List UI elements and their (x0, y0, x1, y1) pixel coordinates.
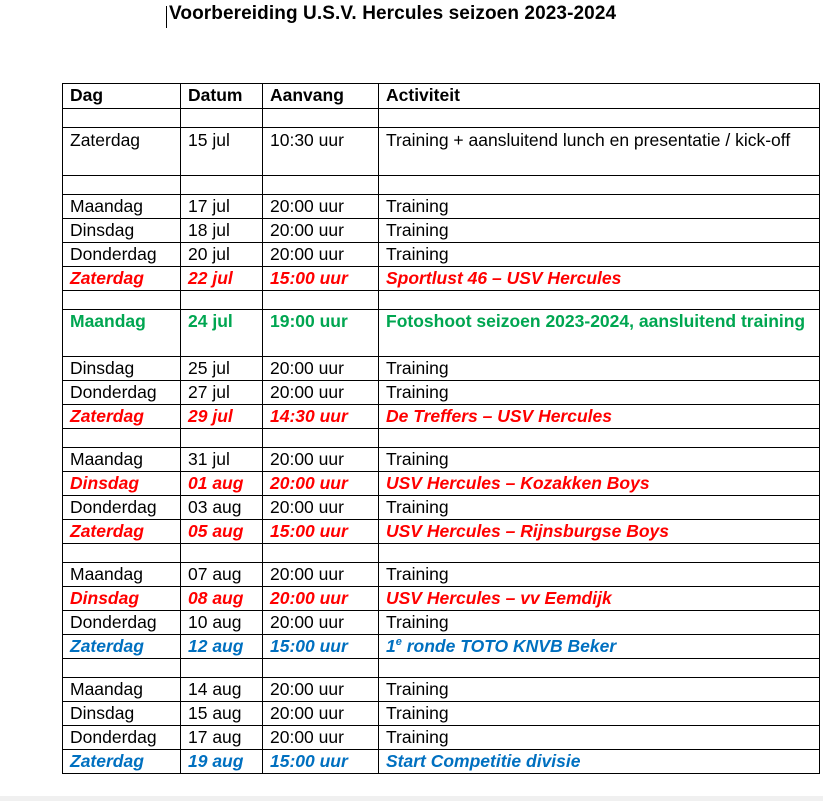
empty-cell (263, 176, 379, 195)
datum-cell: 08 aug (181, 587, 263, 611)
aanvang-cell: 20:00 uur (263, 563, 379, 587)
empty-cell (63, 176, 181, 195)
aanvang-cell: 20:00 uur (263, 702, 379, 726)
empty-cell (263, 659, 379, 678)
header-dag: Dag (63, 84, 181, 109)
dag-cell: Maandag (63, 448, 181, 472)
datum-cell: 22 jul (181, 267, 263, 291)
empty-cell (263, 291, 379, 310)
spacer-row (63, 109, 820, 128)
schedule-row (63, 448, 820, 472)
dag-cell: Dinsdag (63, 472, 181, 496)
activiteit-cell: Training (379, 448, 820, 472)
spacer-row (63, 429, 820, 448)
activiteit-cell: USV Hercules – Kozakken Boys (379, 472, 820, 496)
datum-cell: 27 jul (181, 381, 263, 405)
empty-cell (263, 544, 379, 563)
empty-cell (263, 429, 379, 448)
header-activiteit: Activiteit (379, 84, 820, 109)
dag-cell: Maandag (63, 678, 181, 702)
dag-cell: Zaterdag (63, 405, 181, 429)
empty-cell (63, 544, 181, 563)
window-bottom-edge (0, 796, 823, 801)
dag-cell: Zaterdag (63, 128, 181, 176)
aanvang-cell: 20:00 uur (263, 472, 379, 496)
aanvang-cell: 15:00 uur (263, 635, 379, 659)
aanvang-cell: 15:00 uur (263, 520, 379, 544)
schedule-row (63, 128, 820, 176)
aanvang-cell: 20:00 uur (263, 195, 379, 219)
aanvang-cell: 14:30 uur (263, 405, 379, 429)
schedule-row (63, 219, 820, 243)
schedule-row (63, 243, 820, 267)
datum-cell: 14 aug (181, 678, 263, 702)
aanvang-cell: 20:00 uur (263, 678, 379, 702)
activiteit-cell: USV Hercules – Rijnsburgse Boys (379, 520, 820, 544)
activiteit-cell: Training (379, 219, 820, 243)
schedule-row (63, 750, 820, 774)
schedule-row (63, 472, 820, 496)
empty-cell (63, 659, 181, 678)
schedule-row (63, 357, 820, 381)
dag-cell: Zaterdag (63, 635, 181, 659)
activiteit-cell: De Treffers – USV Hercules (379, 405, 820, 429)
datum-cell: 20 jul (181, 243, 263, 267)
activiteit-cell: Fotoshoot seizoen 2023-2024, aansluitend training (379, 310, 820, 357)
aanvang-cell: 20:00 uur (263, 726, 379, 750)
dag-cell: Dinsdag (63, 357, 181, 381)
spacer-row (63, 659, 820, 678)
datum-cell: 17 jul (181, 195, 263, 219)
dag-cell: Maandag (63, 563, 181, 587)
dag-cell: Dinsdag (63, 219, 181, 243)
activiteit-text: ronde TOTO KNVB Beker (401, 636, 617, 656)
header-datum: Datum (181, 84, 263, 109)
datum-cell: 07 aug (181, 563, 263, 587)
schedule-row (63, 381, 820, 405)
dag-cell: Donderdag (63, 243, 181, 267)
empty-cell (181, 544, 263, 563)
activiteit-cell: Training (379, 678, 820, 702)
schedule-row (63, 195, 820, 219)
datum-cell: 18 jul (181, 219, 263, 243)
ordinal-number: 1 (386, 636, 396, 656)
dag-cell: Donderdag (63, 381, 181, 405)
empty-cell (379, 544, 820, 563)
datum-cell: 15 aug (181, 702, 263, 726)
spacer-row (63, 544, 820, 563)
activiteit-cell: Training (379, 563, 820, 587)
schedule-table (62, 83, 820, 774)
aanvang-cell: 20:00 uur (263, 381, 379, 405)
schedule-row (63, 587, 820, 611)
datum-cell: 10 aug (181, 611, 263, 635)
header-row (63, 84, 820, 109)
datum-cell: 24 jul (181, 310, 263, 357)
activiteit-cell: USV Hercules – vv Eemdijk (379, 587, 820, 611)
dag-cell: Donderdag (63, 726, 181, 750)
datum-cell: 15 jul (181, 128, 263, 176)
schedule-row (63, 520, 820, 544)
text-cursor (166, 6, 167, 28)
datum-cell: 01 aug (181, 472, 263, 496)
activiteit-cell: Training (379, 726, 820, 750)
schedule-row (63, 405, 820, 429)
dag-cell: Zaterdag (63, 267, 181, 291)
dag-cell: Maandag (63, 195, 181, 219)
datum-cell: 31 jul (181, 448, 263, 472)
aanvang-cell: 15:00 uur (263, 267, 379, 291)
empty-cell (63, 109, 181, 128)
aanvang-cell: 20:00 uur (263, 243, 379, 267)
schedule-row (63, 563, 820, 587)
dag-cell: Donderdag (63, 611, 181, 635)
schedule-row (63, 611, 820, 635)
aanvang-cell: 19:00 uur (263, 310, 379, 357)
datum-cell: 05 aug (181, 520, 263, 544)
dag-cell: Zaterdag (63, 520, 181, 544)
activiteit-cell: Sportlust 46 – USV Hercules (379, 267, 820, 291)
activiteit-cell: Training (379, 496, 820, 520)
empty-cell (379, 659, 820, 678)
datum-cell: 29 jul (181, 405, 263, 429)
aanvang-cell: 20:00 uur (263, 219, 379, 243)
empty-cell (379, 109, 820, 128)
dag-cell: Maandag (63, 310, 181, 357)
dag-cell: Dinsdag (63, 587, 181, 611)
schedule-row (63, 635, 820, 659)
spacer-row (63, 176, 820, 195)
schedule-row (63, 702, 820, 726)
schedule-row (63, 496, 820, 520)
empty-cell (379, 429, 820, 448)
activiteit-cell: Training (379, 611, 820, 635)
datum-cell: 03 aug (181, 496, 263, 520)
activiteit-cell: Start Competitie divisie (379, 750, 820, 774)
empty-cell (181, 429, 263, 448)
activiteit-cell: Training (379, 195, 820, 219)
schedule-row (63, 267, 820, 291)
activiteit-cell: Training + aansluitend lunch en presentatie / kick-off (379, 128, 820, 176)
dag-cell: Dinsdag (63, 702, 181, 726)
schedule-row (63, 310, 820, 357)
empty-cell (379, 176, 820, 195)
activiteit-cell: Training (379, 702, 820, 726)
schedule-row (63, 678, 820, 702)
datum-cell: 25 jul (181, 357, 263, 381)
empty-cell (63, 429, 181, 448)
activiteit-cell: Training (379, 381, 820, 405)
empty-cell (263, 109, 379, 128)
datum-cell: 12 aug (181, 635, 263, 659)
activiteit-cell: Training (379, 243, 820, 267)
datum-cell: 17 aug (181, 726, 263, 750)
dag-cell: Donderdag (63, 496, 181, 520)
empty-cell (181, 659, 263, 678)
empty-cell (181, 109, 263, 128)
document-title: Voorbereiding U.S.V. Hercules seizoen 2023-2024 (169, 3, 617, 24)
schedule-row (63, 726, 820, 750)
spacer-row (63, 291, 820, 310)
aanvang-cell: 20:00 uur (263, 357, 379, 381)
empty-cell (379, 291, 820, 310)
aanvang-cell: 20:00 uur (263, 587, 379, 611)
aanvang-cell: 20:00 uur (263, 448, 379, 472)
activiteit-cell (379, 635, 820, 659)
aanvang-cell: 10:30 uur (263, 128, 379, 176)
header-aanvang: Aanvang (263, 84, 379, 109)
datum-cell: 19 aug (181, 750, 263, 774)
empty-cell (63, 291, 181, 310)
empty-cell (181, 291, 263, 310)
ordinal-suffix: e (395, 636, 402, 648)
schedule-body (63, 109, 820, 774)
aanvang-cell: 15:00 uur (263, 750, 379, 774)
aanvang-cell: 20:00 uur (263, 496, 379, 520)
empty-cell (181, 176, 263, 195)
activiteit-cell: Training (379, 357, 820, 381)
dag-cell: Zaterdag (63, 750, 181, 774)
aanvang-cell: 20:00 uur (263, 611, 379, 635)
